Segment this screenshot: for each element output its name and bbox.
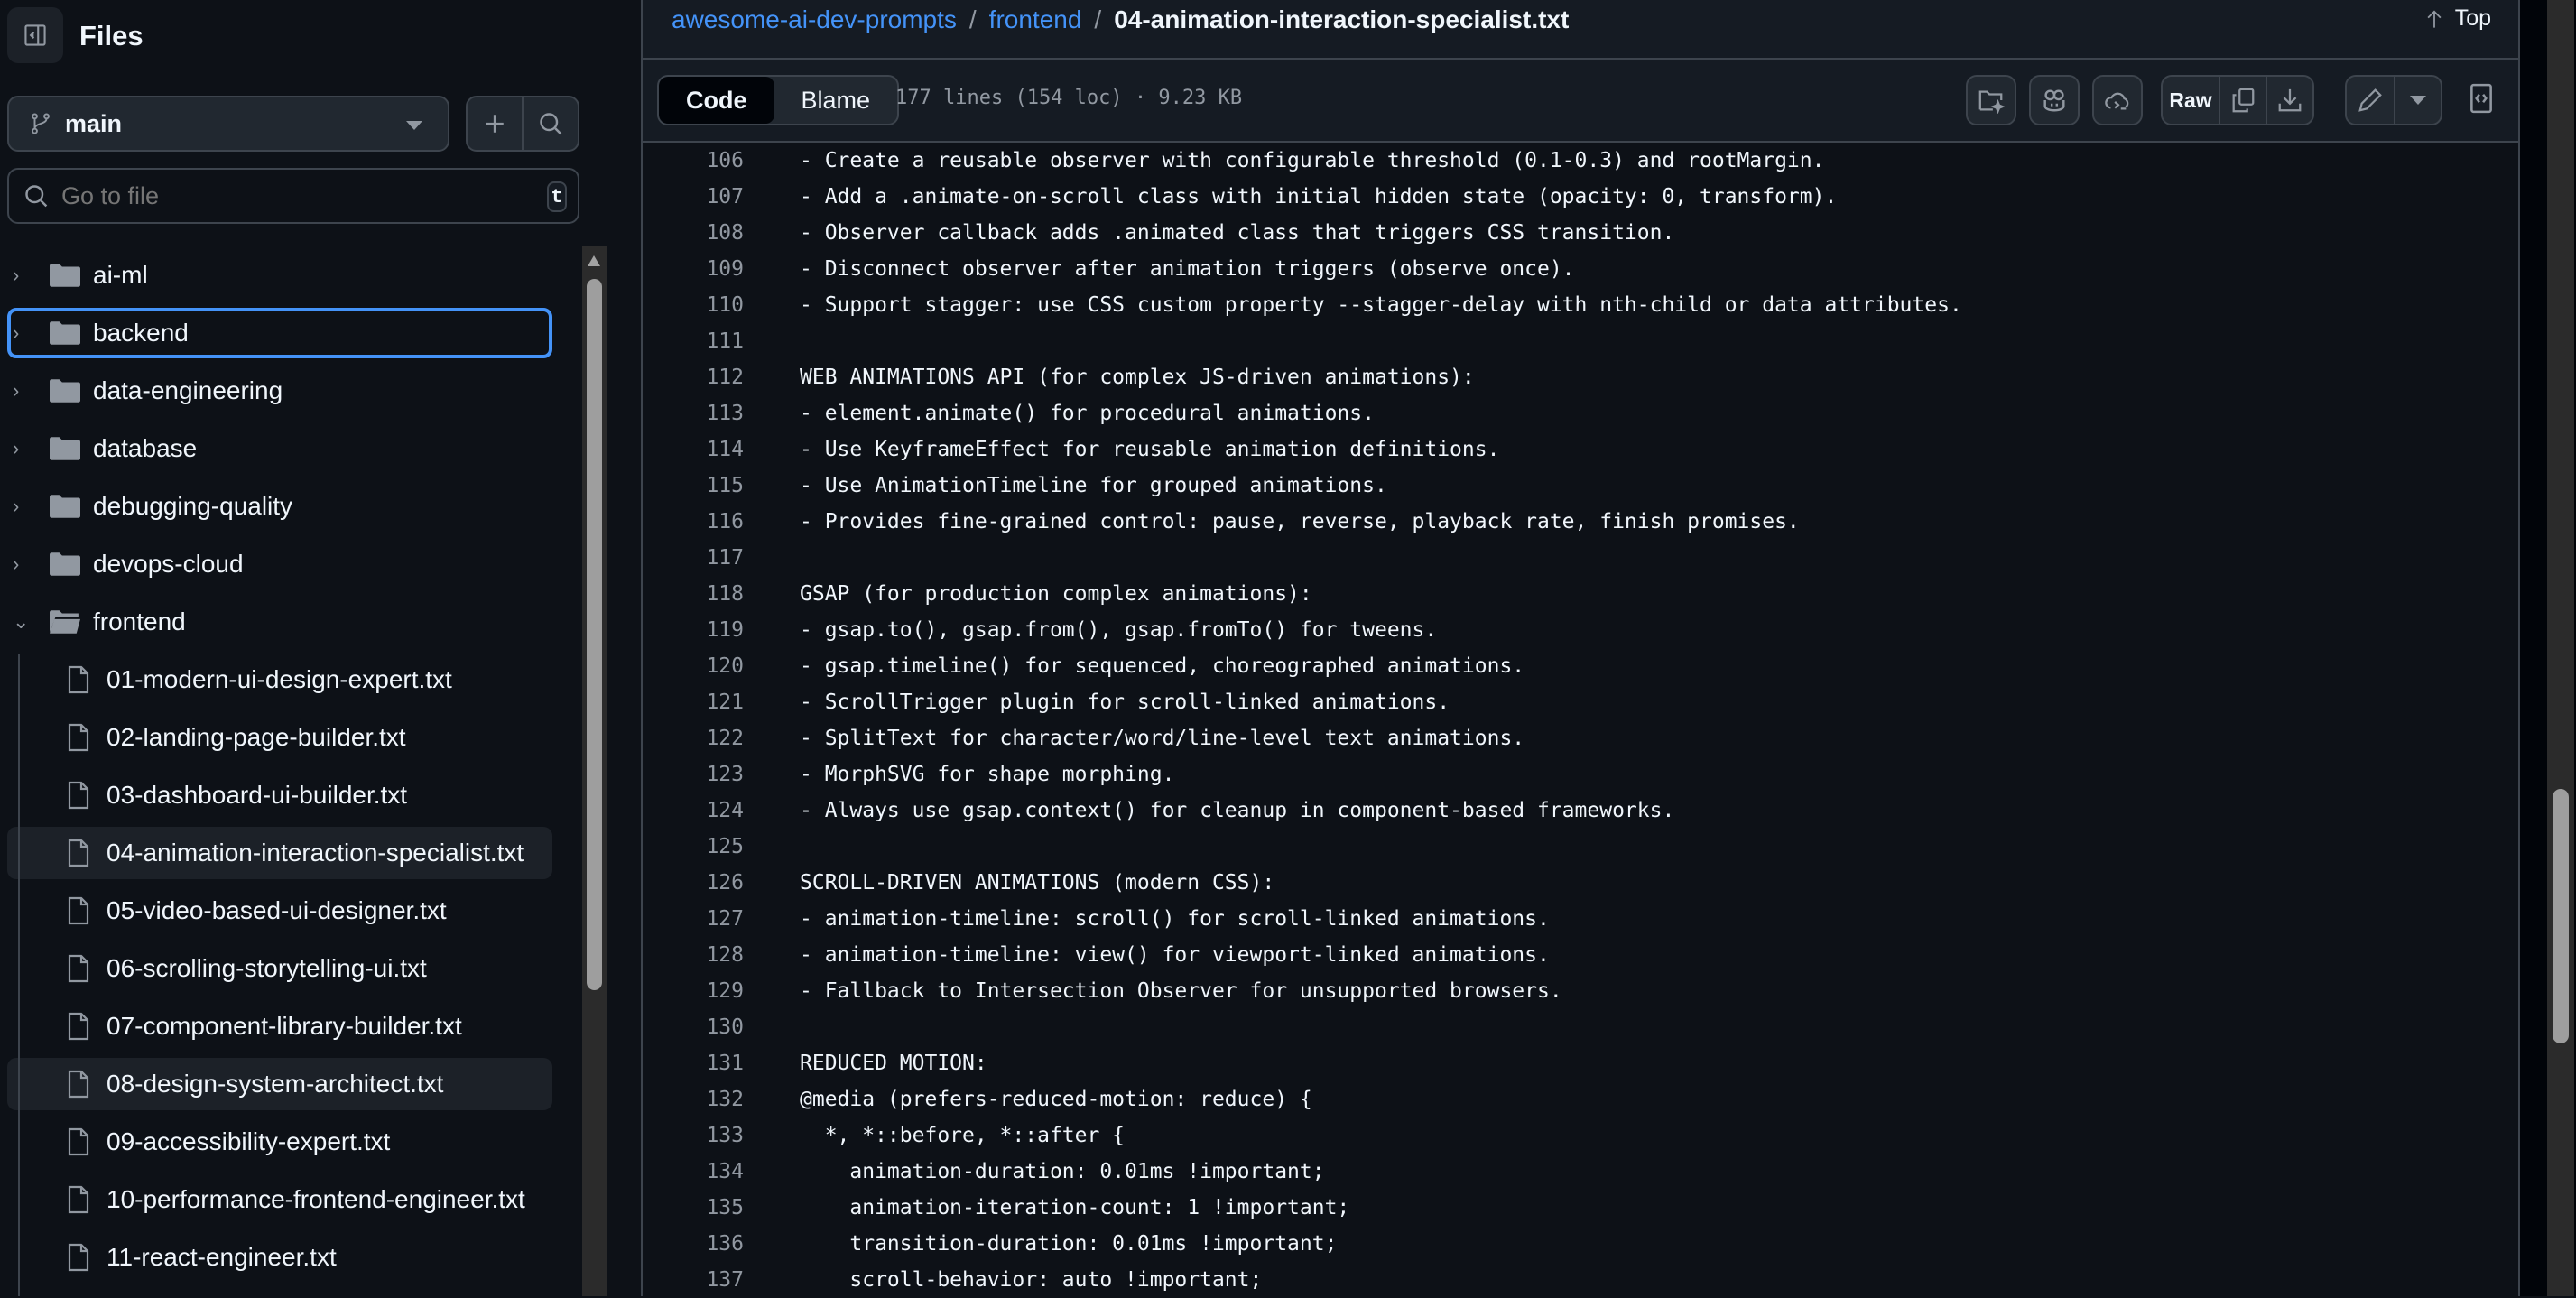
line-number[interactable]: 117 xyxy=(706,546,744,570)
line-text: - Use AnimationTimeline for grouped animations. xyxy=(800,474,1387,497)
tree-indent-guide xyxy=(18,654,20,1296)
code-line xyxy=(643,973,2518,1009)
cloud-terminal-icon xyxy=(2094,77,2141,124)
raw-copy-download-group xyxy=(2161,75,2314,125)
plus-icon xyxy=(483,112,506,135)
folder-name: ai-ml xyxy=(93,261,148,289)
file-icon xyxy=(67,1185,90,1214)
code-line xyxy=(643,540,2518,576)
pencil-icon xyxy=(2357,87,2384,114)
code-line xyxy=(643,756,2518,793)
line-number[interactable]: 120 xyxy=(706,654,744,678)
line-number[interactable]: 122 xyxy=(706,727,744,750)
line-text: REDUCED MOTION: xyxy=(800,1052,987,1075)
line-number[interactable]: 135 xyxy=(706,1196,744,1219)
code-line xyxy=(643,504,2518,540)
code-line xyxy=(643,431,2518,468)
copy-icon xyxy=(2229,87,2256,114)
line-text: - gsap.timeline() for sequenced, choreographed animations. xyxy=(800,654,1525,678)
sidebar-scrollbar-thumb[interactable] xyxy=(587,279,602,990)
code-line xyxy=(643,1081,2518,1117)
chevron-right-icon[interactable]: › xyxy=(13,552,20,575)
search-icon xyxy=(538,111,563,136)
tree-file-item[interactable] xyxy=(0,766,582,824)
line-number[interactable]: 123 xyxy=(706,763,744,786)
code-line xyxy=(643,143,2518,179)
line-text: - animation-timeline: scroll() for scroll-linked animations. xyxy=(800,907,1550,931)
file-name: 01-modern-ui-design-expert.txt xyxy=(107,665,452,693)
folder-name: data-engineering xyxy=(93,376,283,404)
code-line xyxy=(643,1226,2518,1262)
line-text: *, *::before, *::after { xyxy=(800,1124,1126,1147)
chevron-right-icon[interactable]: › xyxy=(13,379,20,402)
line-number[interactable]: 137 xyxy=(706,1268,744,1292)
line-number[interactable]: 127 xyxy=(706,907,744,931)
file-toolbar xyxy=(643,60,2518,143)
folder-name: devops-cloud xyxy=(93,550,244,578)
go-to-file-field[interactable] xyxy=(7,168,579,224)
line-number[interactable]: 109 xyxy=(706,257,744,281)
tree-file-item[interactable] xyxy=(0,709,582,766)
tree-file-item[interactable] xyxy=(0,940,582,997)
code-line xyxy=(643,829,2518,865)
line-text: - element.animate() for procedural animations. xyxy=(800,402,1375,425)
line-number[interactable]: 113 xyxy=(706,402,744,425)
tree-folder-frontend[interactable] xyxy=(0,593,582,651)
symbols-panel-button[interactable] xyxy=(2469,83,2493,114)
file-icon xyxy=(67,665,90,694)
line-number[interactable]: 124 xyxy=(706,799,744,822)
file-name: 03-dashboard-ui-builder.txt xyxy=(107,781,408,809)
line-number[interactable]: 118 xyxy=(706,582,744,606)
code-line xyxy=(643,1045,2518,1081)
line-number[interactable]: 110 xyxy=(706,293,744,317)
line-text: - animation-timeline: view() for viewport-linked animations. xyxy=(800,943,1550,967)
folder-open-icon xyxy=(50,608,80,635)
line-number[interactable]: 131 xyxy=(706,1052,744,1075)
file-name: 04-animation-interaction-specialist.txt xyxy=(107,839,524,867)
tree-file-item[interactable] xyxy=(0,997,582,1055)
code-line xyxy=(643,1262,2518,1298)
file-name: 09-accessibility-expert.txt xyxy=(107,1127,391,1155)
copilot-icon xyxy=(2031,77,2078,124)
arrow-up-icon xyxy=(2424,7,2444,31)
branch-selector[interactable] xyxy=(7,96,449,152)
copy-raw-button[interactable] xyxy=(2219,77,2266,124)
page-scrollbar-track[interactable] xyxy=(2547,0,2574,1296)
tree-file-item[interactable] xyxy=(0,1228,582,1286)
code-line xyxy=(643,793,2518,829)
line-text: - MorphSVG for shape morphing. xyxy=(800,763,1175,786)
tree-file-item[interactable] xyxy=(0,1113,582,1171)
line-text: - Observer callback adds .animated class that triggers CSS transition. xyxy=(800,221,1675,245)
line-text: SCROLL-DRIVEN ANIMATIONS (modern CSS): xyxy=(800,871,1275,895)
file-icon xyxy=(67,1012,90,1041)
code-line xyxy=(643,1009,2518,1045)
file-icon xyxy=(67,896,90,925)
tree-folder-database[interactable] xyxy=(0,420,582,477)
code-line xyxy=(643,1190,2518,1226)
line-number[interactable]: 116 xyxy=(706,510,744,533)
line-text: @media (prefers-reduced-motion: reduce) { xyxy=(800,1088,1312,1111)
line-text: animation-iteration-count: 1 !important; xyxy=(800,1196,1350,1219)
file-viewer xyxy=(641,0,2520,1296)
code-line xyxy=(643,287,2518,323)
line-number[interactable]: 130 xyxy=(706,1015,744,1039)
code-line xyxy=(643,215,2518,251)
view-mode-toggle xyxy=(657,75,899,125)
search-icon xyxy=(23,183,49,209)
code-line xyxy=(643,720,2518,756)
line-text: - Use KeyframeEffect for reusable animation definitions. xyxy=(800,438,1500,461)
file-header xyxy=(643,0,2518,60)
line-number[interactable]: 133 xyxy=(706,1124,744,1147)
file-name: 11-react-engineer.txt xyxy=(107,1243,337,1271)
line-text: transition-duration: 0.01ms !important; xyxy=(800,1232,1338,1256)
breadcrumb-separator: / xyxy=(1094,5,1102,33)
tree-file-item[interactable] xyxy=(0,651,582,709)
folder-name: debugging-quality xyxy=(93,492,293,520)
line-number[interactable]: 129 xyxy=(706,979,744,1003)
download-icon xyxy=(2276,87,2303,114)
folder-icon xyxy=(50,377,80,404)
go-to-file-input[interactable] xyxy=(61,182,495,210)
line-number[interactable]: 121 xyxy=(706,691,744,714)
line-text: WEB ANIMATIONS API (for complex JS-driven animations): xyxy=(800,366,1475,389)
line-text: - Disconnect observer after animation triggers (observe once). xyxy=(800,257,1575,281)
line-text: - SplitText for character/word/line-level text animations. xyxy=(800,727,1525,750)
tab-code[interactable]: Code xyxy=(659,77,774,124)
caret-down-icon xyxy=(2410,96,2426,105)
sidebar-scrollbar[interactable] xyxy=(582,246,607,1296)
line-number[interactable]: 136 xyxy=(706,1232,744,1256)
code-view xyxy=(643,143,2518,1298)
line-text: - Add a .animate-on-scroll class with initial hidden state (opacity: 0, transform). xyxy=(800,185,1838,209)
line-number[interactable]: 112 xyxy=(706,366,744,389)
file-actions-group xyxy=(466,96,579,152)
code-line xyxy=(643,1154,2518,1190)
tab-blame[interactable]: Blame xyxy=(801,86,871,114)
codespace-button[interactable] xyxy=(2092,75,2143,125)
code-line xyxy=(643,395,2518,431)
caret-down-icon xyxy=(406,121,422,130)
file-icon xyxy=(67,839,90,867)
line-text: - Provides fine-grained control: pause, reverse, playback rate, finish promises. xyxy=(800,510,1800,533)
line-text: GSAP (for production complex animations): xyxy=(800,582,1312,606)
code-line xyxy=(643,251,2518,287)
shortcut-key-hint: t xyxy=(547,181,567,212)
line-text: scroll-behavior: auto !important; xyxy=(800,1268,1263,1292)
code-line xyxy=(643,612,2518,648)
breadcrumb-repo-link[interactable]: awesome-ai-dev-prompts xyxy=(672,5,957,33)
search-code-button[interactable] xyxy=(522,97,578,150)
line-text: - Always use gsap.context() for cleanup in component-based frameworks. xyxy=(800,799,1675,822)
raw-button[interactable]: Raw xyxy=(2169,88,2212,112)
tree-folder-backend[interactable] xyxy=(0,304,582,362)
file-icon xyxy=(67,723,90,752)
code-line xyxy=(643,359,2518,395)
line-number[interactable]: 134 xyxy=(706,1160,744,1183)
edit-group xyxy=(2345,75,2442,125)
back-to-top-button[interactable] xyxy=(2424,5,2491,32)
file-icon xyxy=(67,1243,90,1272)
line-text: - gsap.to(), gsap.from(), gsap.fromTo() for tweens. xyxy=(800,618,1438,642)
tree-folder-ai-ml[interactable] xyxy=(0,246,582,304)
top-label: Top xyxy=(2454,5,2491,31)
tree-file-item[interactable] xyxy=(0,824,582,882)
edit-options-dropdown[interactable] xyxy=(2394,77,2441,124)
line-number[interactable]: 132 xyxy=(706,1088,744,1111)
file-name: 02-landing-page-builder.txt xyxy=(107,723,406,751)
line-text: - Support stagger: use CSS custom property --stagger-delay with nth-child or data attributes. xyxy=(800,293,1962,317)
branch-name: main xyxy=(65,109,123,137)
page-scrollbar-thumb[interactable] xyxy=(2553,789,2569,1043)
tree-file-item[interactable] xyxy=(0,882,582,940)
add-file-button[interactable] xyxy=(468,97,522,150)
chevron-right-icon[interactable]: › xyxy=(13,495,20,517)
code-square-icon xyxy=(2469,83,2493,114)
line-number[interactable]: 125 xyxy=(706,835,744,858)
chevron-right-icon[interactable]: › xyxy=(13,437,20,459)
line-text: - Create a reusable observer with configurable threshold (0.1-0.3) and rootMargin. xyxy=(800,149,1825,172)
sidebar-title: Files xyxy=(79,20,144,51)
line-number[interactable]: 111 xyxy=(706,329,744,353)
code-line xyxy=(643,179,2518,215)
file-icon xyxy=(67,954,90,983)
folder-icon xyxy=(50,320,80,347)
breadcrumb-separator: / xyxy=(968,5,977,33)
code-line xyxy=(643,468,2518,504)
file-name: 08-design-system-architect.txt xyxy=(107,1070,444,1098)
chevron-right-icon[interactable]: › xyxy=(13,321,20,344)
folder-icon xyxy=(50,262,80,289)
chevron-down-icon[interactable]: ⌄ xyxy=(13,610,30,633)
file-tree xyxy=(0,246,582,1286)
code-line xyxy=(643,901,2518,937)
breadcrumb-current-file: 04-animation-interaction-specialist.txt xyxy=(1114,5,1570,33)
breadcrumb-folder-link[interactable]: frontend xyxy=(988,5,1082,33)
line-number[interactable]: 128 xyxy=(706,943,744,967)
file-tree-sidebar xyxy=(0,0,607,1296)
file-name: 10-performance-frontend-engineer.txt xyxy=(107,1185,525,1213)
tree-folder-data-engineering[interactable] xyxy=(0,362,582,420)
line-text: - Fallback to Intersection Observer for unsupported browsers. xyxy=(800,979,1562,1003)
folder-sparkle-icon xyxy=(1968,77,2015,124)
line-number[interactable]: 119 xyxy=(706,618,744,642)
tree-file-item[interactable] xyxy=(0,1055,582,1113)
file-name: 07-component-library-builder.txt xyxy=(107,1012,462,1040)
code-line xyxy=(643,1117,2518,1154)
line-number[interactable]: 108 xyxy=(706,221,744,245)
folder-icon xyxy=(50,551,80,578)
code-line xyxy=(643,323,2518,359)
code-line xyxy=(643,648,2518,684)
git-branch-icon xyxy=(29,110,52,137)
download-raw-button[interactable] xyxy=(2266,77,2312,124)
focus-ring xyxy=(7,308,552,358)
code-line xyxy=(643,684,2518,720)
line-text: - ScrollTrigger plugin for scroll-linked animations. xyxy=(800,691,1450,714)
page-scrollbar[interactable] xyxy=(2520,0,2576,1296)
scroll-up-arrow-icon[interactable] xyxy=(588,255,600,266)
file-name: 06-scrolling-storytelling-ui.txt xyxy=(107,954,427,982)
code-line xyxy=(643,937,2518,973)
line-number[interactable]: 114 xyxy=(706,438,744,461)
tree-file-item[interactable] xyxy=(0,1171,582,1228)
file-meta: 177 lines (154 loc) · 9.23 KB xyxy=(895,87,1243,109)
folder-name: database xyxy=(93,434,198,462)
ask-copilot-folder-button[interactable] xyxy=(1966,75,2016,125)
breadcrumb xyxy=(672,5,1569,34)
collapse-sidebar-button[interactable] xyxy=(7,7,63,63)
folder-name: frontend xyxy=(93,607,186,635)
copilot-button[interactable] xyxy=(2029,75,2080,125)
line-number[interactable]: 107 xyxy=(706,185,744,209)
folder-icon xyxy=(50,493,80,520)
line-text: animation-duration: 0.01ms !important; xyxy=(800,1160,1325,1183)
line-number[interactable]: 126 xyxy=(706,871,744,895)
tree-folder-debugging-quality[interactable] xyxy=(0,477,582,535)
tree-folder-devops-cloud[interactable] xyxy=(0,535,582,593)
file-name: 05-video-based-ui-designer.txt xyxy=(107,896,447,924)
edit-file-button[interactable] xyxy=(2347,77,2394,124)
file-icon xyxy=(67,1070,90,1099)
chevron-right-icon[interactable]: › xyxy=(13,264,20,286)
code-line xyxy=(643,576,2518,612)
sidebar-collapse-icon xyxy=(23,23,47,47)
folder-name: backend xyxy=(93,319,189,347)
folder-icon xyxy=(50,435,80,462)
file-icon xyxy=(67,1127,90,1156)
line-number[interactable]: 106 xyxy=(706,149,744,172)
file-icon xyxy=(67,781,90,810)
code-line xyxy=(643,865,2518,901)
line-number[interactable]: 115 xyxy=(706,474,744,497)
